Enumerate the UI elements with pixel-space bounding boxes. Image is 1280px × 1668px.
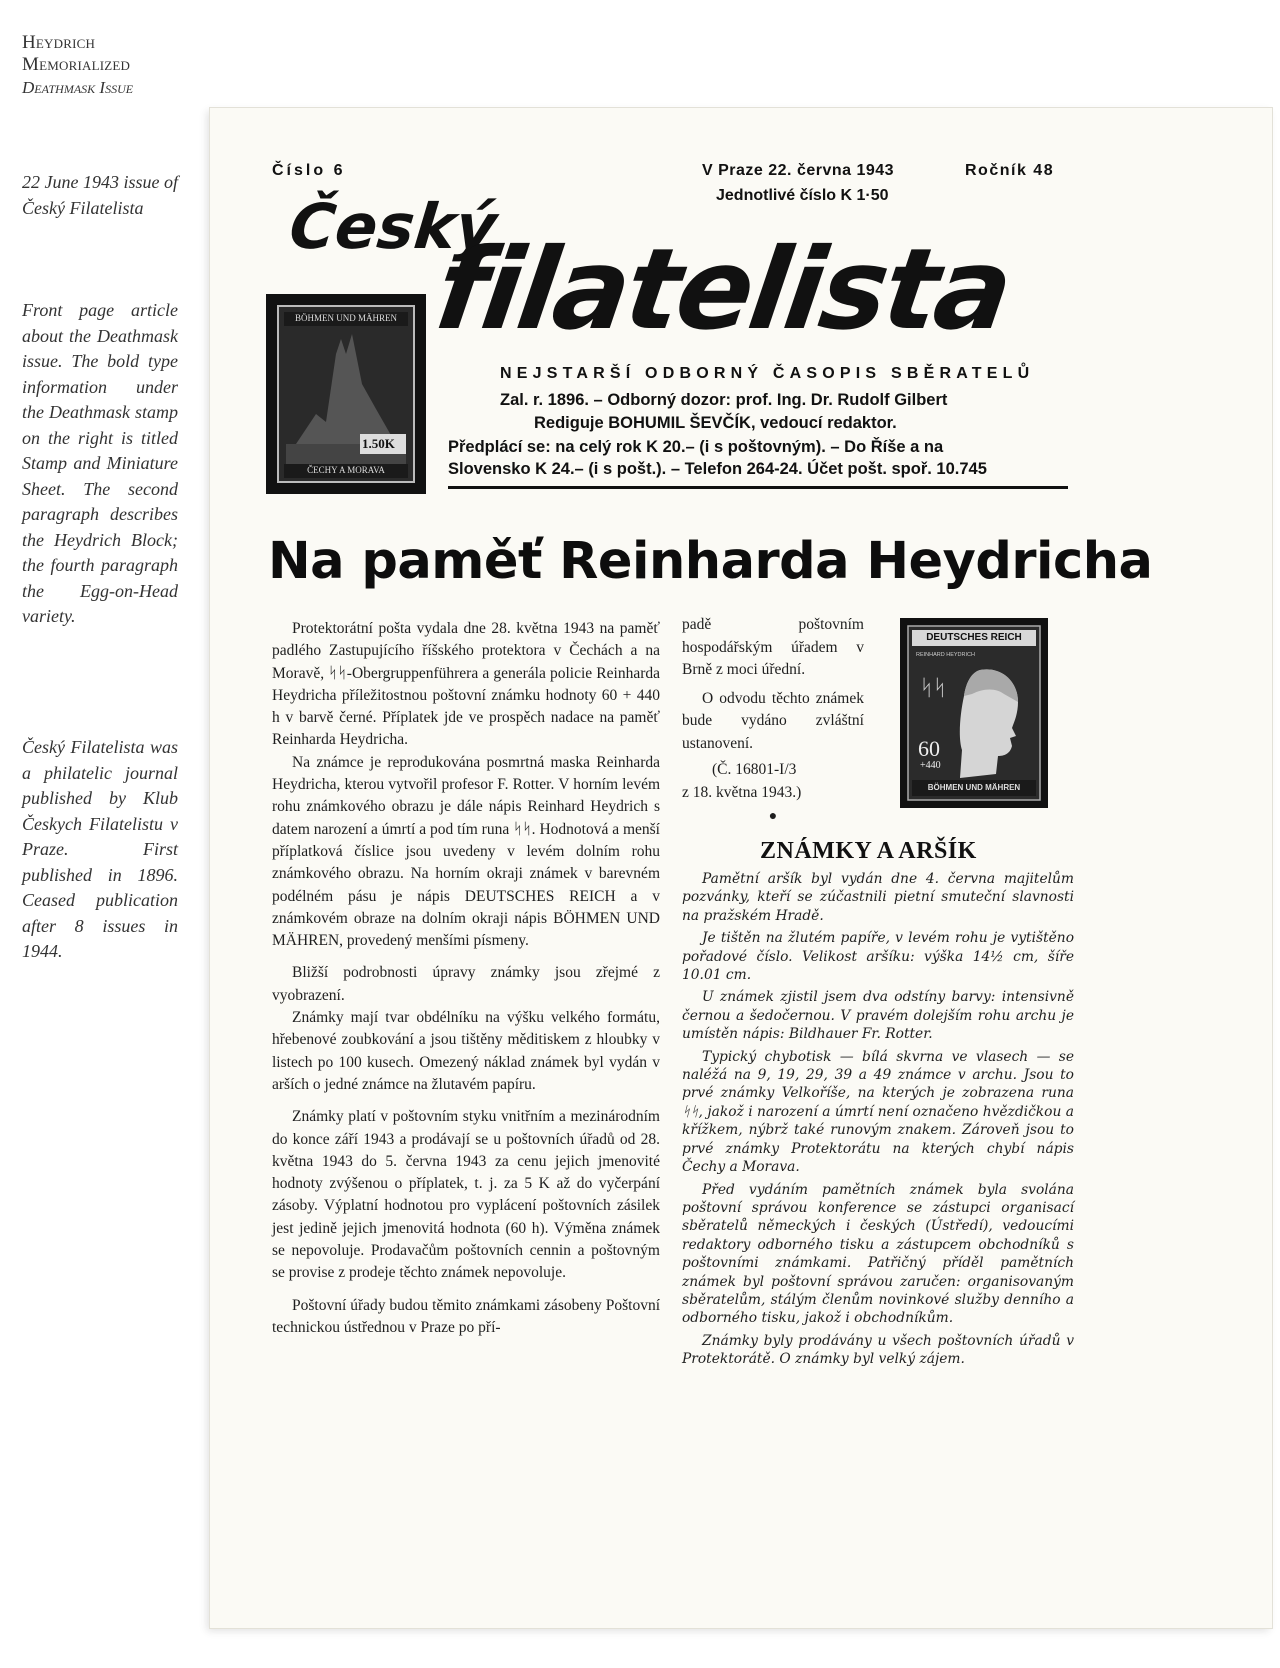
masthead-subscription: Předplácí se: na celý rok K 20.– (i s poštovným). – Do Říše a na (448, 438, 944, 456)
decree-date: z 18. května 1943.) (682, 783, 802, 801)
masthead-stamp (266, 294, 426, 494)
cathedral-stamp-image (266, 294, 426, 494)
left-paragraph: Známky platí v poštovním styku vnitřním a mezinárodním do konce září 1943 a prodávají se u poštovních úřadů od 28. května 1943 do 5. června 1943 za cenu jejich jmenovité hodnoty zvýšenou o příplatek, t. j. za 5 K až do vyčerpání zásoby. Výplatní hodnotou pro vyplácení poštovních zásilek jest jedině jejich jmenovitá hodnota (60 h). Výměna známek se nepovoluje. Prodavačům poštovních cennin a poštovným se provise z prodeje těchto známek nepovoluje. (272, 1108, 660, 1282)
masthead-founded: Zal. r. 1896. – Odborný dozor: prof. Ing. Dr. Rudolf Gilbert (500, 391, 948, 409)
right-paragraph: Typický chybotisk — bílá skvrna ve vlasech — se naléžá na 9, 19, 29, 39 a 49 známce v archu. Jsou to prvé známky Velkoříše, na kterých je zobrazena runa ᛋᛋ, jakož i narození a úmrtí není označeno hvězdičkou a křížkem, nýbrž také runovým znakem. Zároveň jsou to prvé známky Protektorátu na kterých chybí nápis Čechy a Morava. (682, 1048, 1074, 1176)
right-paragraph: O odvodu těchto známek bude vydáno zvláštní ustanovení. (682, 689, 864, 752)
sidebar-note-issue: 22 June 1943 issue of Český Filatelista (22, 172, 178, 218)
stamp2-name-text: REINHARD HEYDRICH (916, 652, 975, 658)
right-paragraph: Známky byly prodávány u všech poštovních úřadů v Protektorátě. O známky byl velký zájem. (682, 1332, 1074, 1368)
stamp2-value: 60 (918, 736, 940, 761)
stamp2-bottom-text: BÖHMEN UND MÄHREN (927, 783, 1021, 792)
right-paragraph: U známek zjistil jsem dva odstíny barvy: intensivně černou a šedočernou. V pravém dolejším rohu archu je umístěn nápis: Bildhauer Fr. Rotter. (682, 989, 1074, 1043)
sidebar-note-journal: Český Filatelista was a philatelic journal published by Klub Českych Filatelistu v Praze. First published in 1896. Ceased publication after 8 issues in 1944. (22, 737, 178, 961)
stamp2-rune: ᛋᛋ (920, 676, 947, 701)
sidebar-subtitle: Deathmask Issue (22, 78, 134, 97)
heydrich-stamp (900, 618, 1048, 808)
left-paragraph: Bližší podrobnosti úpravy známky jsou zřejmé z vyobrazení. (272, 964, 660, 1004)
article-right-column (682, 870, 1074, 1373)
right-paragraph: Je tištěn na žlutém papíře, v levém rohu je vytištěno pořadové číslo. Velikost aršíku: výška 14½ cm, šíře 10.01 cm. (682, 930, 1074, 984)
tagline: NEJSTARŠÍ ODBORNÝ ČASOPIS SBĚRATELŮ (500, 365, 1035, 382)
left-paragraph: Známky mají tvar obdélníku na výšku velkého formátu, hřebenové zoubkování a jsou tištěny měditiskem z hloubky v listech po 100 kusech. Omezený náklad známek byl vydán v arších o jedné známce na žlutavém papíru. (272, 1009, 660, 1093)
stamp1-bottom-text: ČECHY A MORAVA (307, 465, 385, 475)
issue-number: Číslo 6 (272, 162, 346, 179)
logo-filatelista: filatelista (428, 225, 1018, 355)
article-left-column (272, 618, 660, 1339)
volume-number: Ročník 48 (965, 162, 1055, 179)
sidebar-title: Heydrich Memorialized (22, 32, 131, 75)
left-paragraph: Protektorátní pošta vydala dne 28. května 1943 na paměť padlého Zastupujícího říšského protektora v Čechách a na Moravě, ᛋᛋ-Obergruppenführera a generála policie Reinharda Heydricha příležitostnou poštovní známku hodnoty 60 + 440 h v barvě černé. Příplatek jde ve prospěch nadace na paměť Reinharda Heydricha. (272, 620, 660, 749)
stamp1-value: 1.50K (362, 436, 395, 451)
masthead-rule (448, 486, 1068, 489)
right-paragraph: Pamětní aršík byl vydán dne 4. června majitelům pozvánky, kteří se zúčastnili pietní smuteční slavnosti na pražském Hradě. (682, 871, 1074, 924)
newspaper-page (210, 108, 1272, 1628)
right-paragraph: padě poštovním hospodářským úřadem v Brně z moci úřední. (682, 616, 864, 678)
left-paragraph: Poštovní úřady budou těmito známkami zásobeny Poštovní technickou ústřednou v Praze po pří- (272, 1296, 660, 1336)
single-copy-price: Jednotlivé číslo K 1·50 (716, 187, 889, 204)
sidebar-note-article: Front page article about the Deathmask issue. The bold type information under the Deathmask stamp on the right is titled Stamp and Miniature Sheet. The second paragraph describes the Heydrich Block; the fourth paragraph the Egg-on-Head variety. (22, 300, 178, 626)
masthead-contact: Slovensko K 24.– (i s pošt.). – Telefon 264-24. Účet pošt. spoř. 10.745 (448, 460, 987, 478)
headline: Na paměť Reinharda Heydricha (268, 532, 1153, 591)
stamp2-top-text: DEUTSCHES REICH (926, 632, 1022, 643)
stamp1-top-text: BÖHMEN UND MÄHREN (294, 313, 397, 323)
section-heading: ZNÁMKY A ARŠÍK (760, 838, 977, 864)
left-paragraph: Na známce je reprodukována posmrtná maska Reinharda Heydricha, kterou vytvořil profesor F. Rotter. V horním levém rohu známkového obrazu je dále nápis Reinhard Heydrich s datem narození a úmrtí a pod tím runa ᛋᛋ. Hodnotová a menší příplatková číslice jsou uvedeny v levém dolním rohu známkového obrazu. Na horním okraji známek v barevném podélném pásu je nápis DEUTSCHES REICH a v známkovém obraze na dolním okraji nápis BÖHMEN UND MÄHREN, provedený menšími písmeny. (272, 753, 660, 950)
masthead-editor: Rediguje BOHUMIL ŠEVČÍK, vedoucí redaktor. (534, 414, 897, 432)
right-paragraph: Před vydáním pamětních známek byla svolána poštovní správou konference se zástupci organisací sběratelů německých i českých (Ústředí), vedoucími redaktory odborného tisku a zástupcem obchodníků s poštovními známkami. Patřičný příděl pamětních známek byl poštovní správou zaručen: organisovaným sběratelům, stálým členům novinkové služby denního a odborného tisku, jakož i obchodníkům. (682, 1181, 1074, 1327)
decree-reference: (Č. 16801-I/3 (712, 761, 797, 778)
stamp2-surcharge: +440 (920, 760, 941, 771)
issue-date: V Praze 22. června 1943 (702, 162, 895, 179)
article-right-top (682, 614, 864, 829)
sidebar-header (22, 32, 182, 98)
logo-cesky: Český (286, 190, 500, 263)
deathmask-stamp-image (900, 618, 1048, 808)
bullet-separator: ● (768, 809, 778, 824)
